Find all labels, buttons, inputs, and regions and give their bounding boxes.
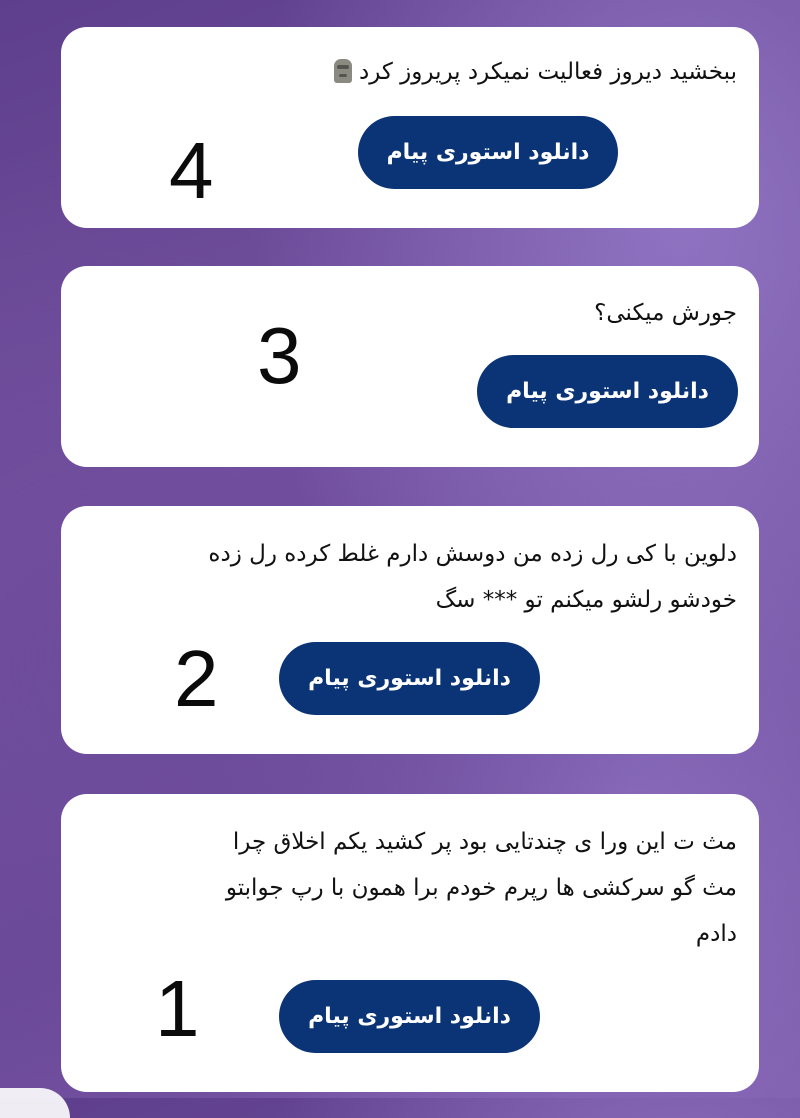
message-text: مث ت این ورا ی چندتایی بود پر کشید یکم اخلاق چرا مث گو سرکشی ها رپرم خودم برا همون با رپ جوابتو دادم — [225, 829, 737, 947]
card-number-label: 4 — [169, 126, 214, 215]
message-card-4 — [61, 27, 759, 228]
moai-emoji-icon — [334, 59, 352, 83]
download-story-button[interactable]: دانلود استوری پیام — [279, 642, 540, 715]
message-text: ببخشید دیروز فعالیت نمیکرد پریروز کرد — [97, 49, 737, 95]
card-number-label: 2 — [174, 634, 219, 723]
message-text: جورش میکنی؟ — [594, 300, 737, 326]
download-story-button[interactable]: دانلود استوری پیام — [477, 355, 738, 428]
download-story-button[interactable]: دانلود استوری پیام — [279, 980, 540, 1053]
message-card-2 — [61, 506, 759, 754]
download-story-button[interactable]: دانلود استوری پیام — [358, 116, 618, 189]
partial-card-edge — [0, 1088, 70, 1118]
message-text: دلوین با کی رل زده من دوسش دارم غلط کرده رل زده خودشو رلشو میکنم تو *** سگ — [208, 541, 737, 613]
card-number-label: 3 — [257, 311, 302, 400]
message-card-3 — [61, 266, 759, 467]
message-card-1 — [61, 794, 759, 1092]
card-number-label: 1 — [155, 964, 200, 1053]
